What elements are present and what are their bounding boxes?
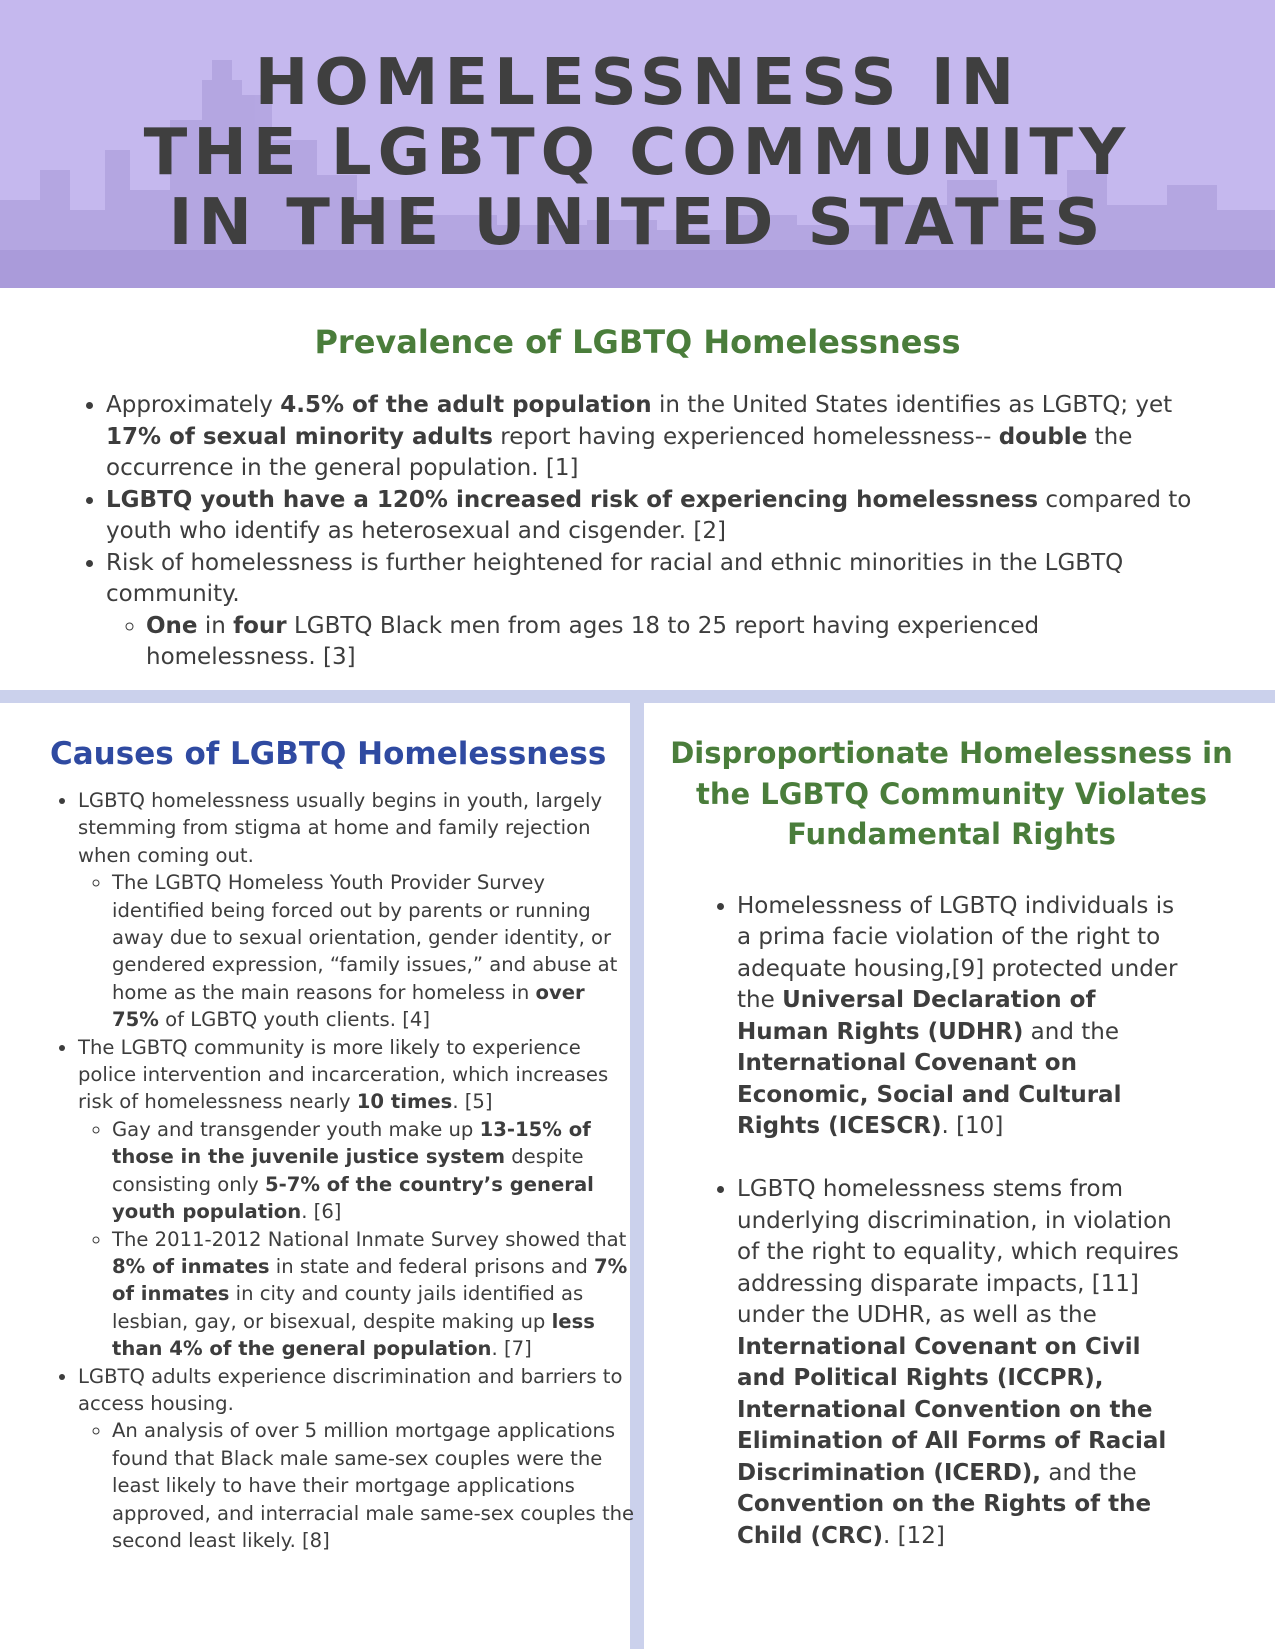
- prevalence-section: [0, 320, 1275, 670]
- causes-list: [78, 787, 638, 1554]
- title-line-1: HOMELESSNESS IN: [254, 46, 1021, 120]
- list-item: • LGBTQ homelessness stems from underlying discrimination, in violation of the right to equality, which requires addressing disparate impacts, [11] under the UDHR, as well as the International Covenant on Civil and Political Rights (ICCPR), International Convention on the Elimination of All Forms of Racial Discrimination (ICERD), and the Convention on the Rights of the Child (CRC). [12]: [737, 1174, 1187, 1552]
- header-banner: [0, 0, 1275, 288]
- title-line-2: THE LGBTQ COMMUNITY: [143, 116, 1132, 190]
- sub-list: [106, 611, 1216, 674]
- rights-section: [668, 733, 1235, 1552]
- rights-heading: Disproportionate Homelessness in the LGBTQ Community Violates Fundamental Rights: [670, 736, 1233, 851]
- causes-heading: Causes of LGBTQ Homelessness: [50, 736, 607, 772]
- sub-list: [78, 869, 638, 1033]
- list-item: ◦ An analysis of over 5 million mortgage applications found that Black male same-sex couples were the least likely to have their mortgage applications approved, and interracial male same-sex couples the second least likely. [8]: [112, 1417, 638, 1554]
- horizontal-divider: [0, 690, 1275, 703]
- list-item: ◦ One in four LGBTQ Black men from ages 18 to 25 report having experienced homelessness. [3]: [146, 611, 1216, 674]
- list-item: • LGBTQ adults experience discrimination and barriers to access housing. ◦ An analysis of over 5 million mortgage applications found that Black male same-sex couples were the least likely to have their mortgage applications approved, and interracial male same-sex couples the second least likely. [8]: [78, 1363, 638, 1555]
- list-item: • The LGBTQ community is more likely to experience police intervention and incarceration, which increases risk of homelessness nearly 10 times. [5] ◦ Gay and transgender youth make up 13-15% of those in the juvenile justice system despite consisting only 5-7% of the country’s general youth population. [6] ◦ The 2011-2012 National Inmate Survey showed that 8% of inmates in state and federal prisons and 7% of inmates in city and county jails identified as lesbian, gay, or bisexual, despite making up less than 4% of the general population. [7]: [78, 1034, 638, 1363]
- list-item: • LGBTQ youth have a 120% increased risk of experiencing homelessness compared to youth who identify as heterosexual and cisgender. [2]: [106, 485, 1216, 548]
- page-title: [0, 48, 1275, 258]
- list-item: ◦ Gay and transgender youth make up 13-15% of those in the juvenile justice system despite consisting only 5-7% of the country’s general youth population. [6]: [112, 1116, 638, 1226]
- list-item: • Risk of homelessness is further heightened for racial and ethnic minorities in the LGBTQ community. ◦ One in four LGBTQ Black men from ages 18 to 25 report having experienced homelessness. [3]: [106, 548, 1216, 674]
- list-item: ◦ The LGBTQ Homeless Youth Provider Survey identified being forced out by parents or running away due to sexual orientation, gender identity, or gendered expression, “family issues,” and abuse at home as the main reasons for homeless in over 75% of LGBTQ youth clients. [4]: [112, 869, 638, 1033]
- sub-list: [78, 1417, 638, 1554]
- list-item: • Approximately 4.5% of the adult population in the United States identifies as LGBTQ; yet 17% of sexual minority adults report having experienced homelessness-- double the occurrence in the general population. [1]: [106, 390, 1216, 485]
- prevalence-list: [106, 390, 1216, 674]
- rights-list: [737, 891, 1187, 1553]
- list-item: • LGBTQ homelessness usually begins in youth, largely stemming from stigma at home and family rejection when coming out. ◦ The LGBTQ Homeless Youth Provider Survey identified being forced out by parents or running away due to sexual orientation, gender identity, or gendered expression, “family issues,” and abuse at home as the main reasons for homeless in over 75% of LGBTQ youth clients. [4]: [78, 787, 638, 1034]
- list-item: ◦ The 2011-2012 National Inmate Survey showed that 8% of inmates in state and federal prisons and 7% of inmates in city and county jails identified as lesbian, gay, or bisexual, despite making up less than 4% of the general population. [7]: [112, 1226, 638, 1363]
- list-item: • Homelessness of LGBTQ individuals is a prima facie violation of the right to adequate housing,[9] protected under the Universal Declaration of Human Rights (UDHR) and the International Covenant on Economic, Social and Cultural Rights (ICESCR). [10]: [737, 891, 1187, 1143]
- causes-section: [50, 733, 635, 1554]
- title-line-3: IN THE UNITED STATES: [168, 186, 1107, 260]
- prevalence-heading: Prevalence of LGBTQ Homelessness: [314, 323, 961, 361]
- sub-list: [78, 1116, 638, 1363]
